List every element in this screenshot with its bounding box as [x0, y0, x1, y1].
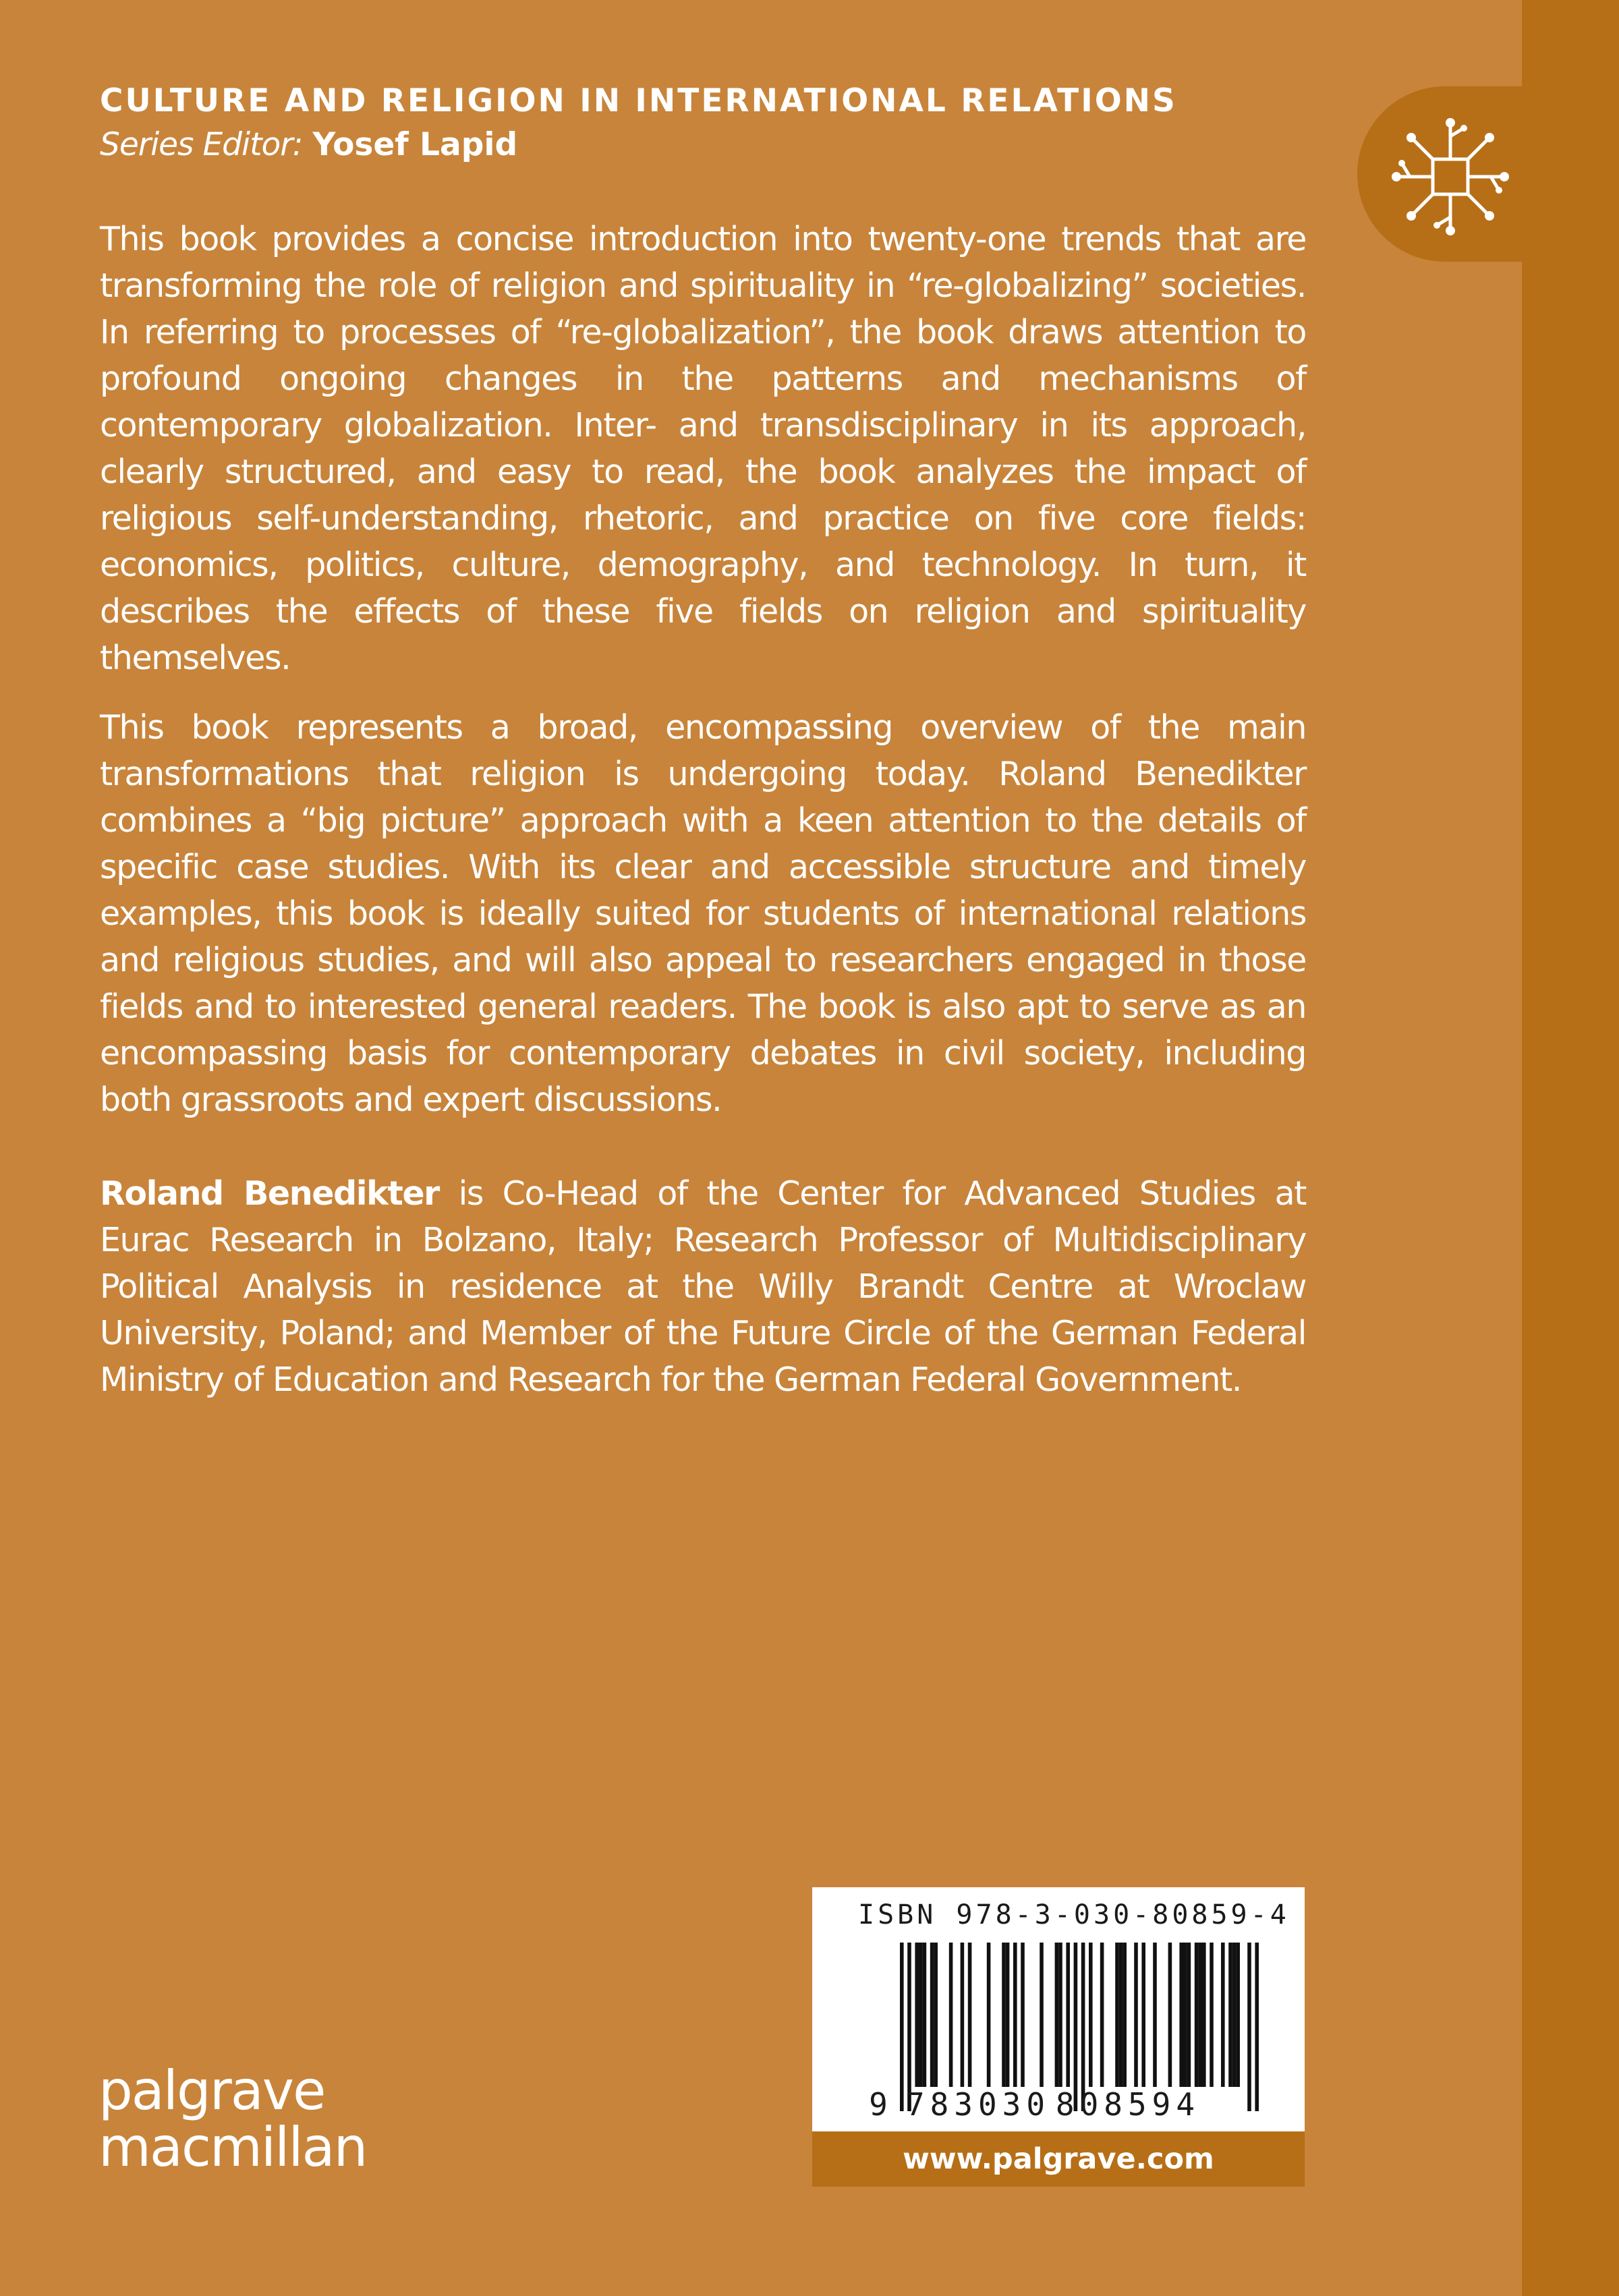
barcode-bar	[1232, 1943, 1237, 2087]
barcode-bar	[1066, 1943, 1070, 2087]
barcode-bar	[1013, 1943, 1017, 2087]
barcode-bar	[1255, 1943, 1259, 2111]
blurb-paragraph-1: This book provides a concise introduction into twenty-one trends that are transforming the role of religion and spirituality in “re-globalizing” societies. In referring to processes of “re-globalization”, the book draws attention to profound ongoing changes in the patterns and mechanisms of contemporary globalization. Inter- and transdisciplinary in its approach, clearly structured, and easy to read, the book analyzes the impact of religious self-understanding, rhetoric, and practice on five core fields: economics, politics, culture, demography, and technology. In turn, it describes the effects of these five fields on religion and spirituality themselves.	[100, 220, 1306, 677]
barcode-bar	[1236, 1943, 1240, 2087]
author-name: Roland Benedikter	[100, 1174, 439, 1213]
book-spine	[1522, 0, 1619, 2296]
barcode-bar	[1058, 1943, 1062, 2087]
publisher-logo	[98, 2059, 367, 2179]
publisher-url: www.palgrave.com	[812, 2131, 1305, 2187]
barcode-bar	[1195, 1943, 1199, 2087]
barcode-digit-first: 9	[869, 2086, 888, 2123]
barcode-bar	[949, 1943, 953, 2087]
barcode-bar	[1187, 1943, 1191, 2087]
barcode-bar	[900, 1943, 904, 2111]
palgrave-logo-icon	[1383, 109, 1518, 244]
publisher-name-line1: palgrave	[98, 2059, 325, 2122]
barcode-bar	[1141, 1943, 1145, 2087]
barcode-bar	[1040, 1943, 1044, 2087]
series-editor-name: Yosef Lapid	[312, 126, 518, 163]
barcode-bar	[919, 1943, 923, 2087]
barcode-bar	[1168, 1943, 1172, 2087]
barcode-bar	[930, 1943, 934, 2087]
barcode-digits-left: 783030	[905, 2086, 1051, 2123]
barcode-bar	[923, 1943, 927, 2087]
barcode-bar	[1134, 1943, 1138, 2087]
barcode-bar	[1221, 1943, 1225, 2087]
barcode-bar	[1021, 1943, 1025, 2087]
barcode-bar	[1153, 1943, 1157, 2087]
blurb-paragraph-2: This book represents a broad, encompassing overview of the main transformations that religion is undergoing today. Roland Benedikter combines a “big picture” approach with a keen attention to the details of specific case studies. With its clear and accessible structure and timely examples, this book is ideally suited for students of international relations and religious studies, and will also appeal to researchers engaged in those fields and to interested general readers. The book is also apt to serve as an encompassing basis for contemporary debates in civil society, including both grassroots and expert discussions.	[100, 708, 1306, 1119]
author-bio-text: is Co-Head of the Center for Advanced Studies at Eurac Research in Bolzano, Italy; Research Professor of Multidisciplinary Political Analysis in residence at the Willy Brandt Centre at Wroclaw University, Poland; and Member of the Future Circle of the German Federal Ministry of Education and Research for the German Federal Government.	[100, 1174, 1307, 1399]
barcode-bar	[1055, 1943, 1059, 2087]
barcode-bar	[1202, 1943, 1206, 2087]
series-block	[100, 81, 1314, 169]
barcode-bar	[1228, 1943, 1232, 2087]
barcode-bar	[987, 1943, 991, 2087]
barcode-bar	[1198, 1943, 1202, 2087]
barcode-bar	[1179, 1943, 1183, 2087]
barcode-bar	[1123, 1943, 1127, 2087]
barcode-bar	[934, 1943, 938, 2087]
barcode-bar	[1183, 1943, 1187, 2087]
blurb	[100, 216, 1306, 1426]
barcode-bar	[961, 1943, 965, 2087]
barcode-bar	[1100, 1943, 1104, 2087]
publisher-name-line2: macmillan	[98, 2116, 367, 2179]
ean-barcode	[812, 1939, 1305, 2131]
series-editor-label: Series Editor:	[100, 126, 303, 163]
barcode-bar	[1002, 1943, 1006, 2087]
series-title: CULTURE AND RELIGION IN INTERNATIONAL RELATIONS	[100, 82, 1177, 119]
barcode-bar	[1210, 1943, 1214, 2087]
barcode-panel	[812, 1887, 1305, 2131]
barcode-bar	[968, 1943, 972, 2087]
author-bio	[100, 1170, 1306, 1403]
barcode-bar	[1119, 1943, 1123, 2087]
barcode-bar	[915, 1943, 919, 2087]
barcode-digits-right: 808594	[1055, 2086, 1201, 2123]
isbn-label: ISBN 978-3-030-80859-4	[858, 1899, 1290, 1930]
barcode-bar	[1115, 1943, 1119, 2087]
series-editor	[100, 121, 1314, 169]
barcode-bar	[1089, 1943, 1093, 2087]
barcode-bar	[1006, 1943, 1010, 2087]
barcode-bar	[1247, 1943, 1251, 2111]
